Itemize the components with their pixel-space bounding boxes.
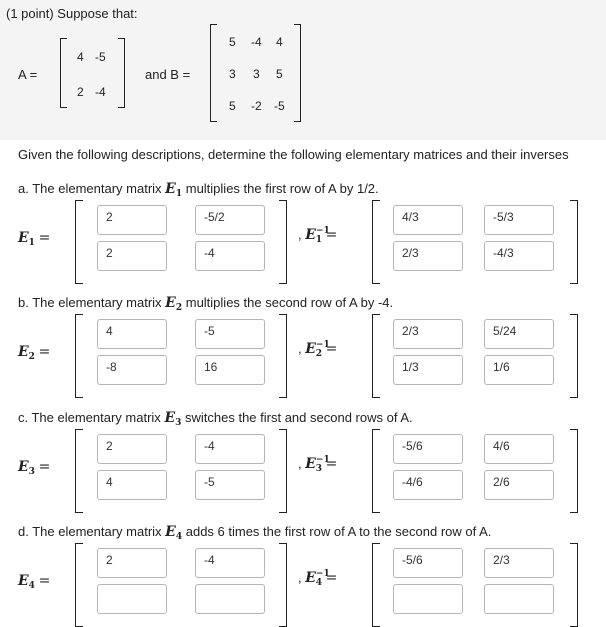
e-answer-input[interactable]: -4 <box>195 241 265 271</box>
e-answer-input[interactable]: 2 <box>97 434 167 464</box>
e-answer-input[interactable]: -5 <box>195 470 265 500</box>
e-answer-input[interactable]: 2 <box>97 241 167 271</box>
e-answer-input[interactable]: -5/2 <box>195 205 265 235</box>
matrix-a-cell: -5 <box>95 50 106 64</box>
inverse-right-bracket <box>570 429 578 513</box>
matrix-a-right-bracket <box>118 38 125 108</box>
e-answer-input[interactable]: 2 <box>97 548 167 578</box>
inverse-answer-input[interactable]: -4/3 <box>484 241 554 271</box>
e-answer-input[interactable]: 4 <box>97 470 167 500</box>
matrix-b-right-bracket <box>294 24 301 122</box>
problem-header: (1 point) Suppose that: <box>6 6 138 21</box>
inverse-label: , $E^{-1}_4$ = <box>298 569 338 588</box>
inverse-label: , $E^{-1}_3$ = <box>298 455 338 474</box>
matrix-a-label: A = <box>18 67 38 82</box>
part-description: c. The elementary matrix $E_3$ switches the first and second rows of A. <box>18 410 413 428</box>
inverse-answer-input[interactable]: 2/6 <box>484 470 554 500</box>
matrix-b-cell: -4 <box>251 35 262 49</box>
part-description: b. The elementary matrix $E_2$ multiplies the second row of A by -4. <box>18 295 394 313</box>
inverse-answer-input[interactable]: 5/24 <box>484 319 554 349</box>
e-right-bracket <box>279 314 287 398</box>
e-left-bracket <box>75 314 83 398</box>
inverse-left-bracket <box>372 543 380 627</box>
inverse-right-bracket <box>570 200 578 284</box>
inverse-answer-input[interactable]: 1/3 <box>393 355 463 385</box>
e-right-bracket <box>279 200 287 284</box>
e-answer-input[interactable]: 16 <box>195 355 265 385</box>
inverse-answer-input[interactable]: 1/6 <box>484 355 554 385</box>
part-description: a. The elementary matrix $E_1$ multiplies the first row of A by 1/2. <box>18 181 379 199</box>
inverse-answer-input[interactable]: 4/3 <box>393 205 463 235</box>
inverse-answer-input[interactable] <box>484 584 554 614</box>
matrix-a-cell: 2 <box>77 85 84 99</box>
matrix-b-cell: 3 <box>253 67 260 81</box>
matrix-b-cell: 3 <box>229 67 236 81</box>
inverse-answer-input[interactable]: -4/6 <box>393 470 463 500</box>
part-description: d. The elementary matrix $E_4$ adds 6 times the first row of A to the second row of A. <box>18 524 492 542</box>
e-answer-input[interactable]: 4 <box>97 319 167 349</box>
instructions: Given the following descriptions, determine the following elementary matrices and their inverses <box>18 147 569 162</box>
matrix-symbol: $E_2$ <box>165 295 183 313</box>
e-answer-input[interactable]: -8 <box>97 355 167 385</box>
inverse-answer-input[interactable]: 2/3 <box>484 548 554 578</box>
e-answer-input[interactable]: -5 <box>195 319 265 349</box>
inverse-right-bracket <box>570 314 578 398</box>
matrix-b-cell: 5 <box>229 99 236 113</box>
inverse-answer-input[interactable]: -5/6 <box>393 434 463 464</box>
e-right-bracket <box>279 543 287 627</box>
matrix-b-cell: 5 <box>276 67 283 81</box>
matrix-b-left-bracket <box>210 24 217 122</box>
e-label: $E_1$ = <box>18 230 51 248</box>
matrix-a-cell: -4 <box>95 85 106 99</box>
inverse-left-bracket <box>372 200 380 284</box>
matrix-b-label: and B = <box>145 67 191 82</box>
matrix-a-cell: 4 <box>77 50 84 64</box>
inverse-answer-input[interactable]: 2/3 <box>393 319 463 349</box>
inverse-left-bracket <box>372 429 380 513</box>
inverse-label: , $E^{-1}_1$ = <box>298 226 338 245</box>
e-answer-input[interactable]: -4 <box>195 434 265 464</box>
matrix-symbol: $E_3$ <box>164 410 182 428</box>
e-answer-input[interactable]: 2 <box>97 205 167 235</box>
matrix-b-cell: -2 <box>251 99 262 113</box>
matrix-b-cell: 5 <box>229 35 236 49</box>
e-left-bracket <box>75 200 83 284</box>
inverse-left-bracket <box>372 314 380 398</box>
inverse-answer-input[interactable]: -5/6 <box>393 548 463 578</box>
inverse-label: , $E^{-1}_2$ = <box>298 340 338 359</box>
matrix-symbol: $E_4$ <box>165 524 183 542</box>
e-left-bracket <box>75 429 83 513</box>
e-label: $E_3$ = <box>18 459 51 477</box>
inverse-answer-input[interactable] <box>393 584 463 614</box>
e-label: $E_2$ = <box>18 344 51 362</box>
matrix-a-left-bracket <box>60 38 67 108</box>
e-label: $E_4$ = <box>18 573 51 591</box>
problem-intro <box>0 0 606 140</box>
matrix-b-cell: 4 <box>276 35 283 49</box>
matrix-symbol: $E_1$ <box>165 181 183 199</box>
e-answer-input[interactable] <box>97 584 167 614</box>
e-answer-input[interactable] <box>195 584 265 614</box>
e-left-bracket <box>75 543 83 627</box>
e-answer-input[interactable]: -4 <box>195 548 265 578</box>
matrix-b-cell: -5 <box>274 99 285 113</box>
e-right-bracket <box>279 429 287 513</box>
inverse-answer-input[interactable]: 4/6 <box>484 434 554 464</box>
inverse-answer-input[interactable]: 2/3 <box>393 241 463 271</box>
inverse-right-bracket <box>570 543 578 627</box>
inverse-answer-input[interactable]: -5/3 <box>484 205 554 235</box>
